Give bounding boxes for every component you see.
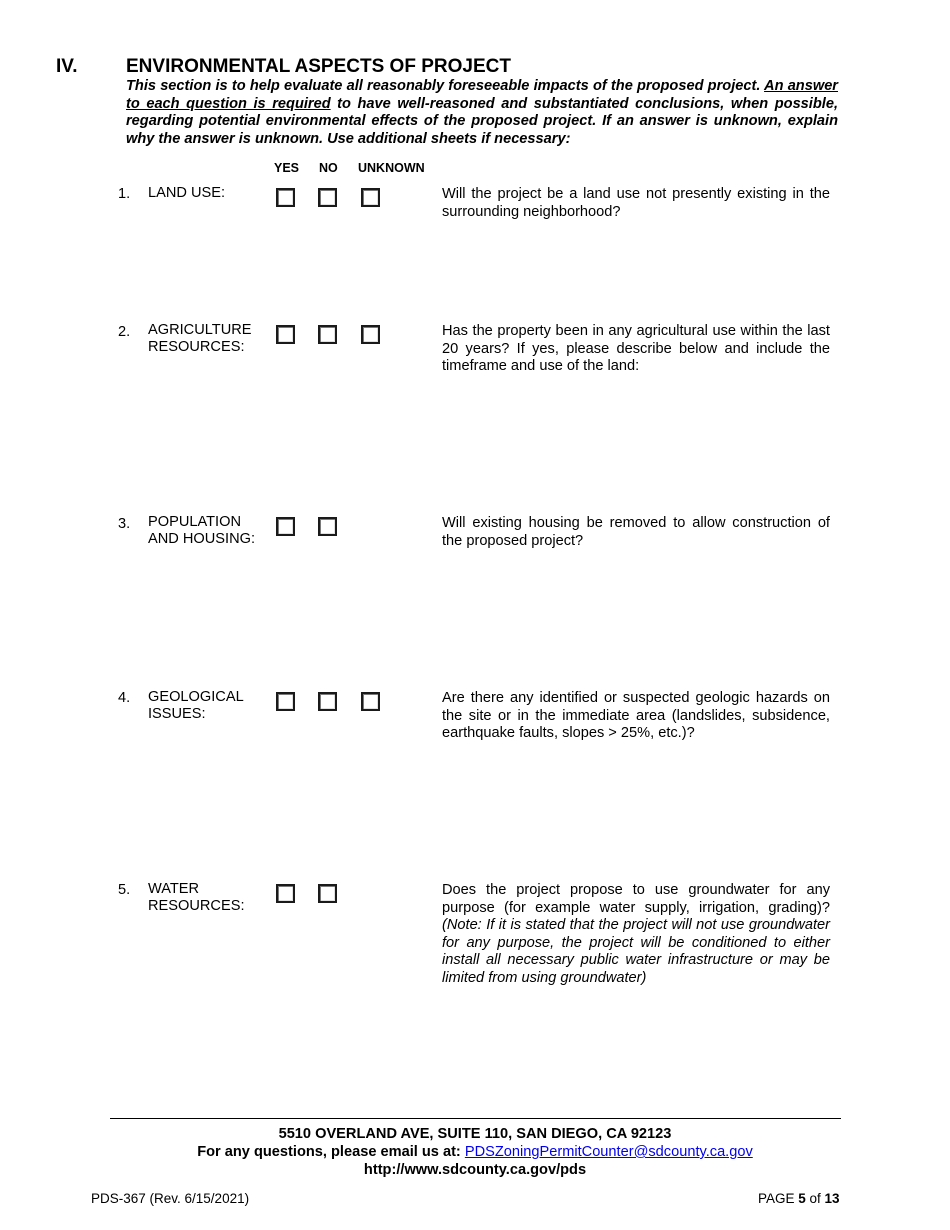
question-3-label-line2: AND HOUSING: (148, 530, 256, 547)
question-2-unknown-checkbox[interactable] (361, 325, 380, 344)
question-3-no-checkbox[interactable] (318, 517, 337, 536)
footer-email-prefix: For any questions, please email us at: (197, 1144, 465, 1160)
page-of: of (805, 1191, 825, 1206)
question-3-yes-checkbox[interactable] (276, 517, 295, 536)
question-2-no-checkbox[interactable] (318, 325, 337, 344)
footer-website: http://www.sdcounty.ca.gov/pds (363, 1162, 587, 1178)
question-1-yes-checkbox[interactable] (276, 188, 295, 207)
question-3-label (148, 514, 255, 547)
question-4-body: Are there any identified or suspected geologic hazards on the site or in the immediate area (landslides, subsidence, earthquake faults, slopes > 25%, etc.)? (442, 690, 830, 741)
question-2-label-line1: AGRICULTURE (148, 322, 252, 338)
question-5-body: Does the project propose to use groundwater for any purpose (for example water supply, irrigation, grading)? (442, 882, 830, 916)
footer-divider (110, 1118, 841, 1119)
question-2-label (148, 322, 252, 355)
question-1-label (148, 185, 225, 202)
question-5-label-line2: RESOURCES: (148, 897, 245, 914)
section-title: ENVIRONMENTAL ASPECTS OF PROJECT (126, 56, 511, 77)
question-4-label-line1: GEOLOGICAL (148, 689, 244, 705)
question-2-yes-checkbox[interactable] (276, 325, 295, 344)
question-1-number: 1. (118, 186, 131, 202)
section-number: IV. (56, 56, 78, 77)
question-4-number: 4. (118, 690, 131, 706)
question-4-text (442, 690, 830, 743)
footer-address: 5510 OVERLAND AVE, SUITE 110, SAN DIEGO, CA 92123 (278, 1126, 672, 1142)
question-5-text (442, 882, 830, 987)
question-4-yes-checkbox[interactable] (276, 692, 295, 711)
question-1-text (442, 186, 830, 221)
page-number (758, 1191, 840, 1206)
question-5-label-line1: WATER (148, 881, 200, 897)
question-4-unknown-checkbox[interactable] (361, 692, 380, 711)
question-4-label-line2: ISSUES: (148, 705, 206, 722)
footer-email-link[interactable]: PDSZoningPermitCounter@sdcounty.ca.gov (464, 1144, 753, 1160)
page-current: 5 (798, 1191, 806, 1206)
question-1-no-checkbox[interactable] (318, 188, 337, 207)
question-2-body: Has the property been in any agricultural use within the last 20 years? If yes, please describe below and include the timeframe and use of the land: (442, 323, 830, 374)
question-5-number: 5. (118, 882, 131, 898)
question-3-body: Will existing housing be removed to allow construction of the proposed project? (442, 515, 830, 549)
intro-text-2: to have well-reasoned and substantiated conclusions, when possible, regarding potential environmental effects of the proposed project. If an answer is unknown, explain why the answer is unknown. Use additional sheets if necessary: (126, 95, 838, 147)
question-1-label-line1: LAND USE: (148, 185, 226, 201)
page-prefix: PAGE (758, 1191, 799, 1206)
question-3-number: 3. (118, 516, 131, 532)
question-2-label-line2: RESOURCES: (148, 338, 245, 355)
question-1-body: Will the project be a land use not presently existing in the surrounding neighborhood? (442, 186, 830, 220)
intro-required-text: An answer to each question is required (126, 78, 838, 112)
question-5-yes-checkbox[interactable] (276, 884, 295, 903)
question-2-number: 2. (118, 324, 131, 340)
column-header-yes: YES (274, 161, 300, 175)
footer-contact (0, 1144, 950, 1160)
question-1-unknown-checkbox[interactable] (361, 188, 380, 207)
form-id: PDS-367 (Rev. 6/15/2021) (91, 1191, 250, 1206)
question-3-label-line1: POPULATION (148, 514, 241, 530)
question-2-text (442, 323, 830, 376)
page-total: 13 (824, 1191, 840, 1206)
question-4-no-checkbox[interactable] (318, 692, 337, 711)
question-3-text (442, 515, 830, 550)
question-5-note: (Note: If it is stated that the project will not use groundwater for any purpose, the project will be conditioned to either install all necessary public water infrastructure or may be limited from using groundwater) (442, 917, 830, 986)
intro-text-1: This section is to help evaluate all reasonably foreseeable impacts of the proposed project. (126, 78, 765, 94)
column-header-unknown: UNKNOWN (358, 161, 425, 175)
question-5-no-checkbox[interactable] (318, 884, 337, 903)
section-intro (126, 78, 838, 148)
column-header-no: NO (319, 161, 338, 175)
question-5-label (148, 881, 245, 914)
question-4-label (148, 689, 244, 722)
